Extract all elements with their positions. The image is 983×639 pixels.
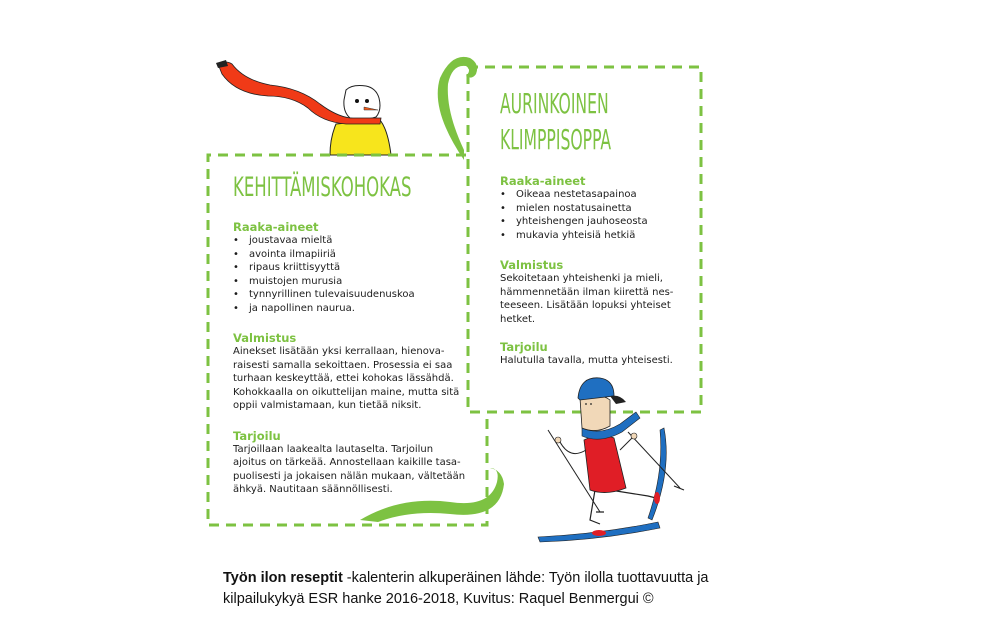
ski-back bbox=[648, 428, 666, 520]
text-line: puolisesti ja jokaisen nälän mukaan, vältetään bbox=[233, 470, 466, 482]
ingredient-item: • ja napollinen naurua. bbox=[233, 302, 478, 316]
hat bbox=[578, 378, 614, 400]
snowman-body bbox=[330, 120, 391, 155]
right-serving-heading: Tarjoilu bbox=[500, 340, 548, 354]
text-line: ajoitus on tärkeää. Annostellaan kaikille tasa- bbox=[233, 457, 461, 468]
ingredient-item: • joustavaa mieltä bbox=[233, 234, 478, 248]
right-recipe-title-line1: AURINKOINEN bbox=[500, 87, 609, 120]
caption-line-2: kilpailukykyä ESR hanke 2016-2018, Kuvitus: Raquel Benmergui © bbox=[223, 591, 654, 607]
text-line: Kohokkaalla on oikuttelijan maine, mutta sitä bbox=[233, 386, 460, 398]
snowman-illustration bbox=[216, 60, 391, 155]
ingredient-item: • mielen nostatusainetta bbox=[500, 202, 695, 216]
caption-source: -kalenterin alkuperäinen lähde: Työn ilolla tuottavuutta ja bbox=[342, 570, 709, 586]
swirl-top bbox=[438, 57, 477, 160]
text-line: oppii valmistamaan, kun tietää niksit. bbox=[233, 400, 422, 411]
text-line: Halutulla tavalla, mutta yhteisesti. bbox=[500, 355, 673, 366]
left-recipe-card bbox=[233, 170, 478, 497]
text-line: turhaan keskeyttää, ettei kohokas lässähdä. bbox=[233, 373, 454, 384]
left-serving-text bbox=[233, 443, 478, 497]
right-ingredients-list bbox=[500, 188, 695, 242]
text-line: hämmennetään ilman kiirettä nes- bbox=[500, 286, 674, 298]
ingredient-item: • Oikeaa nestetasapainoa bbox=[500, 188, 695, 202]
caption-line-1 bbox=[223, 568, 823, 589]
text-line: ähkyä. Nautitaan säännöllisesti. bbox=[233, 484, 393, 495]
right-ingredients-heading: Raaka-aineet bbox=[500, 174, 586, 188]
text-line: Ainekset lisätään yksi kerrallaan, hienova- bbox=[233, 346, 445, 357]
text-line: Sekoitetaan yhteishenki ja mieli, bbox=[500, 273, 663, 284]
ingredient-item: • ripaus kriittisyyttä bbox=[233, 261, 478, 275]
ingredient-item: • muistojen murusia bbox=[233, 275, 478, 289]
right-recipe-title-line2: KLIMPPISOPPA bbox=[500, 123, 612, 156]
left-serving-heading: Tarjoilu bbox=[233, 428, 281, 443]
text-line: raisesti samalla sekoittaen. Prosessia ei saa bbox=[233, 359, 453, 371]
right-recipe-card bbox=[500, 86, 695, 368]
skier-illustration bbox=[538, 378, 684, 542]
text-line: teeseen. Lisätään lopuksi yhteiset bbox=[500, 300, 671, 311]
ingredient-item: • yhteishengen jauhoseosta bbox=[500, 215, 695, 229]
ingredient-item: • avointa ilmapiiriä bbox=[233, 248, 478, 262]
left-recipe-title: KEHITTÄMISKOHOKAS bbox=[233, 172, 412, 203]
left-ingredients-heading: Raaka-aineet bbox=[233, 220, 319, 234]
caption bbox=[223, 568, 823, 610]
face bbox=[580, 395, 610, 430]
right-preparation-text bbox=[500, 272, 695, 326]
text-line: hetket. bbox=[500, 313, 536, 325]
text-line: Tarjoillaan laakealta lautaselta. Tarjoilun bbox=[233, 443, 434, 455]
caption-bold-title: Työn ilon reseptit bbox=[223, 570, 343, 586]
left-preparation-heading: Valmistus bbox=[233, 331, 297, 345]
left-ingredients-list bbox=[233, 234, 478, 315]
ingredient-item: • mukavia yhteisiä hetkiä bbox=[500, 229, 695, 243]
right-serving-text bbox=[500, 354, 695, 368]
right-preparation-heading: Valmistus bbox=[500, 258, 564, 272]
snowman-head bbox=[344, 86, 380, 120]
left-preparation-text bbox=[233, 345, 478, 413]
coat bbox=[584, 435, 626, 492]
ingredient-item: • tynnyrillinen tulevaisuudenuskoa bbox=[233, 288, 478, 302]
